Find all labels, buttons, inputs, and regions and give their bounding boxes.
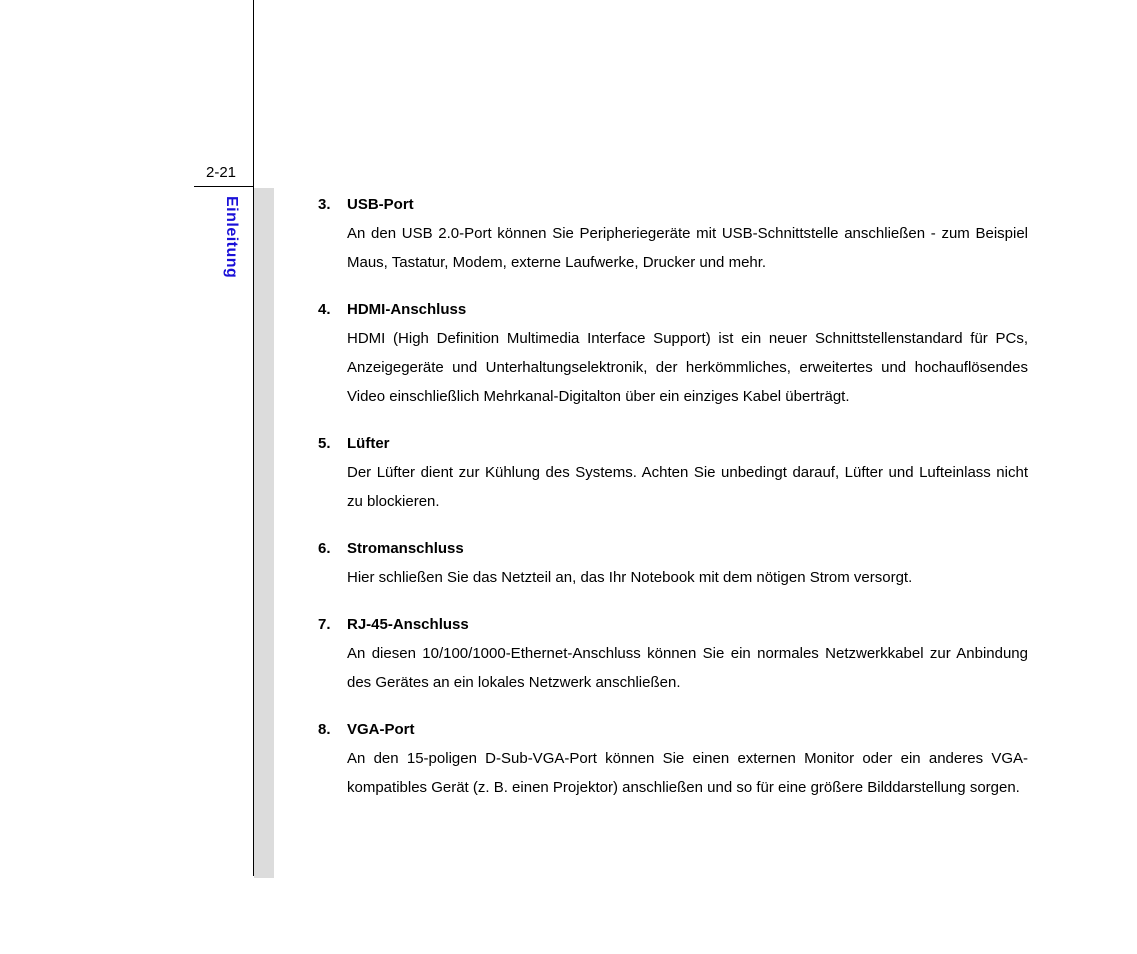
item-number: 8. [318, 721, 331, 738]
item-title: RJ-45-Anschluss [347, 616, 469, 633]
item-title: Stromanschluss [347, 540, 464, 557]
item-number: 6. [318, 540, 331, 557]
item-heading [318, 615, 1028, 635]
list-item-rj45-port [318, 615, 1028, 697]
item-title: Lüfter [347, 435, 390, 452]
item-title: USB-Port [347, 196, 414, 213]
item-number: 4. [318, 301, 331, 318]
document-body [318, 195, 1028, 825]
item-number: 5. [318, 435, 331, 452]
item-heading [318, 539, 1028, 559]
item-title: VGA-Port [347, 721, 415, 738]
item-heading [318, 300, 1028, 320]
margin-shade-bar [254, 188, 274, 878]
list-item-hdmi-port [318, 300, 1028, 411]
item-heading [318, 720, 1028, 740]
item-heading [318, 434, 1028, 454]
item-description: Der Lüfter dient zur Kühlung des Systems. Achten Sie unbedingt darauf, Lüfter und Lufteinlass nicht zu blockieren. [347, 464, 1028, 510]
item-heading [318, 195, 1028, 215]
item-description: Hier schließen Sie das Netzteil an, das Ihr Notebook mit dem nötigen Strom versorgt. [347, 569, 913, 586]
page-number-rule [194, 186, 254, 187]
item-title: HDMI-Anschluss [347, 301, 467, 318]
list-item-vga-port [318, 720, 1028, 802]
list-item-power-connector [318, 539, 1028, 592]
list-item-usb-port [318, 195, 1028, 277]
item-description: An den USB 2.0-Port können Sie Peripheriegeräte mit USB-Schnittstelle anschließen - zum Beispiel Maus, Tastatur, Modem, externe Laufwerke, Drucker und mehr. [347, 225, 1028, 271]
list-item-fan [318, 434, 1028, 516]
item-number: 3. [318, 196, 331, 213]
item-description: An diesen 10/100/1000-Ethernet-Anschluss können Sie ein normales Netzwerkkabel zur Anbindung des Gerätes an ein lokales Netzwerk anschließen. [347, 645, 1028, 691]
item-description: HDMI (High Definition Multimedia Interface Support) ist ein neuer Schnittstellenstandard für PCs, Anzeigegeräte und Unterhaltungselektronik, der herkömmliches, erweitertes und hochauflösendes Video einschließlich Mehrkanal-Digitalton über ein einziges Kabel überträgt. [347, 330, 1028, 405]
page-number: 2-21 [206, 164, 237, 181]
chapter-label: Einleitung [223, 196, 240, 279]
item-number: 7. [318, 616, 331, 633]
item-description: An den 15-poligen D-Sub-VGA-Port können Sie einen externen Monitor oder ein anderes VGA-kompatibles Gerät (z. B. einen Projektor) anschließen und so für eine größere Bilddarstellung sorgen. [347, 750, 1028, 796]
